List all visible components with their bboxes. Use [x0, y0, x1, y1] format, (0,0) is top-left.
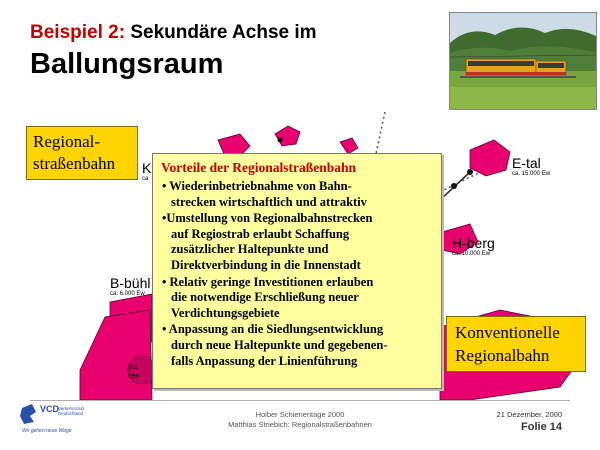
place-e-tal-name: E-tal	[512, 155, 541, 171]
place-b-buehl-population: ca. 6.000 Ew	[110, 291, 145, 297]
vcd-logo	[18, 402, 98, 440]
advantage-line: • Wiederinbetriebnahme von Bahn-	[162, 179, 352, 193]
area-north-3	[340, 138, 358, 154]
area-north-1	[275, 126, 300, 146]
advantage-line: auf Regiostrab erlaubt Schaffung	[171, 226, 350, 241]
advantage-item	[161, 211, 435, 273]
advantage-item	[161, 179, 435, 210]
advantage-line: • Relativ geringe Investitionen erlauben	[162, 274, 374, 289]
place-k-name: K	[142, 160, 152, 176]
vcd-logo-slogan: Wir gehen neue Wege	[22, 428, 72, 434]
vcd-logo-org-2: Deutschland	[58, 411, 84, 416]
title-example-label: Beispiel 2:	[30, 22, 126, 43]
callout-regionalstrassenbahn-line-1: Regional-	[33, 132, 101, 151]
advantage-line: •Umstellung von Regionalbahnstrecken	[162, 211, 373, 226]
stop-e-tal	[467, 169, 473, 175]
advantage-item	[161, 322, 435, 369]
place-b-buehl	[110, 276, 150, 298]
stop-e-tal-2	[451, 183, 457, 189]
callout-regionalstrassenbahn	[26, 126, 138, 180]
footer-center	[150, 410, 450, 430]
slide-number: Folie 14	[521, 421, 562, 433]
advantages-box	[152, 153, 442, 389]
advantage-line: strecken wirtschaftlich und attraktiv	[171, 194, 367, 209]
advantage-line: die notwendige Erschließung neuer	[171, 290, 359, 305]
advantages-title: Vorteile der Regionalstraßenbahn	[161, 160, 357, 175]
advantage-line: Direktverbindung in die Innenstadt	[171, 257, 361, 272]
advantage-line: • Anpassung an die Siedlungsentwicklung	[162, 322, 384, 337]
stop-north	[278, 138, 283, 143]
place-k	[142, 161, 151, 183]
vcd-logo-mark	[20, 404, 36, 424]
advantages-list	[161, 179, 435, 369]
title-line-1-text: Sekundäre Achse im	[125, 22, 317, 43]
area-city	[80, 310, 152, 400]
title-line-1	[30, 22, 450, 44]
city-center-label-2: zen	[128, 373, 140, 380]
place-k-population: ca	[142, 176, 149, 182]
vcd-logo-brand: VCD	[40, 404, 60, 414]
advantage-line: Verdichtungsgebiete	[171, 305, 280, 320]
footer-divider	[30, 400, 570, 401]
callout-konventionelle-regionalbahn	[446, 316, 586, 372]
callout-konventionelle-line-1: Konventionelle	[455, 323, 560, 342]
place-e-tal	[512, 156, 550, 178]
city-center-label-1: Sta	[128, 364, 139, 371]
tram-photo	[449, 12, 597, 110]
place-h-berg-name: H-berg	[452, 235, 495, 251]
place-e-tal-population: ca. 15.000 Ew	[512, 171, 551, 177]
place-b-buehl-name: B-bühl	[110, 275, 151, 291]
title-line-2: Ballungsraum	[30, 48, 224, 80]
slide-title	[30, 22, 450, 82]
footer-event: Hoiber Schienentage 2000	[255, 410, 345, 419]
tram-photo-illustration	[450, 13, 597, 110]
callout-konventionelle-line-2: Regionalbahn	[455, 346, 550, 365]
advantage-item	[161, 275, 435, 322]
area-e-tal	[470, 140, 510, 176]
vcd-logo-org-1: Verkehrsclub	[58, 406, 85, 411]
advantage-line: durch neue Haltepunkte und gegebenen-	[171, 337, 388, 352]
footer-right	[470, 410, 562, 434]
advantage-line: falls Anpassung der Linienführung	[171, 353, 358, 368]
callout-regionalstrassenbahn-line-2: straßenbahn	[33, 154, 116, 173]
advantage-line: zusätzlicher Haltepunkte und	[171, 242, 329, 257]
place-h-berg	[452, 236, 495, 258]
vcd-logo-graphic	[18, 402, 98, 440]
footer-date: 21 Dezember, 2000	[496, 410, 562, 419]
place-h-berg-population: ca. 10.000 Ew	[452, 251, 491, 257]
footer-author: Matthias Striebich: Regionalstraßenbahnen	[228, 420, 372, 429]
